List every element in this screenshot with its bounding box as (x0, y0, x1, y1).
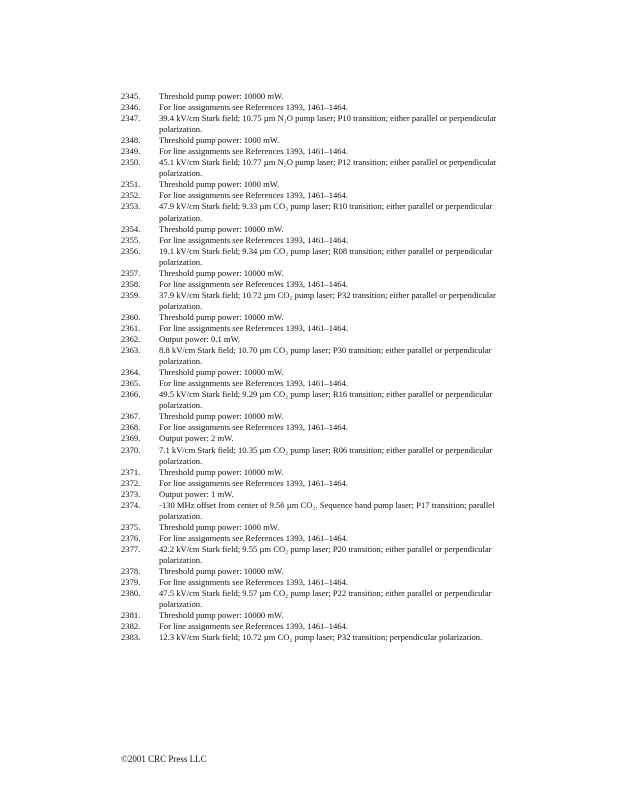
footnote-item (0, 279, 617, 290)
copyright-footer: ©2001 CRC Press LLC (121, 754, 207, 764)
footnote-item (0, 522, 617, 533)
footnote-text: Output power: 2 mW. (159, 433, 234, 444)
footnote-item (0, 345, 617, 367)
footnote-number: 2361. (121, 322, 141, 333)
footnote-text: Threshold pump power: 1000 mW. (159, 521, 280, 532)
footnote-text: Threshold pump power: 10000 mW. (159, 223, 284, 234)
footnote-number: 2352. (121, 190, 141, 201)
footnote-number: 2348. (121, 135, 141, 146)
footnote-item (0, 224, 617, 235)
footnote-item (0, 566, 617, 577)
footnote-number: 2366. (121, 389, 141, 400)
footnote-item (0, 367, 617, 378)
footnote-number: 2346. (121, 102, 141, 113)
footnote-number: 2368. (121, 422, 141, 433)
footnote-number: 2376. (121, 532, 141, 543)
footnote-item (0, 91, 617, 102)
footnote-number: 2365. (121, 378, 141, 389)
footnote-item (0, 146, 617, 157)
footnote-number: 2364. (121, 367, 141, 378)
footnote-text: For line assignments see References 1393, 1461–1464. (159, 621, 349, 632)
footnote-item (0, 135, 617, 146)
footnote-item (0, 422, 617, 433)
footnote-number: 2360. (121, 311, 141, 322)
footnote-item (0, 445, 617, 467)
footnote-number: 2377. (121, 543, 141, 554)
footnote-text: 42.2 kV/cm Stark field; 9.55 µm CO₂ pump laser; P20 transition; either parallel or perpendicular polarization. (159, 543, 492, 565)
footnote-number: 2345. (121, 91, 141, 101)
footnote-number: 2378. (121, 566, 141, 577)
footnote-number: 2354. (121, 223, 141, 234)
footnote-number: 2373. (121, 488, 141, 499)
footnote-text: 8.8 kV/cm Stark field; 10.70 µm CO₂ pump laser; P30 transition; either parallel or perpendicular polarization. (159, 345, 492, 367)
footnote-number: 2362. (121, 334, 141, 345)
footnote-text: -130 MHz offset from center of 9.56 µm CO₂. Sequence band pump laser; P17 transition; parallel polarization. (159, 499, 495, 521)
footnote-item (0, 500, 617, 522)
footnote-item (0, 190, 617, 201)
footnote-text: Threshold pump power: 10000 mW. (159, 267, 284, 278)
footnote-text: For line assignments see References 1393, 1461–1464. (159, 102, 349, 113)
footnote-item (0, 378, 617, 389)
footnote-item (0, 433, 617, 444)
footnote-number: 2372. (121, 477, 141, 488)
footnote-text: Threshold pump power: 10000 mW. (159, 466, 284, 477)
footnote-item (0, 632, 617, 643)
footnote-item (0, 268, 617, 279)
footnote-number: 2370. (121, 444, 141, 455)
footnote-text: Threshold pump power: 10000 mW. (159, 311, 284, 322)
footnote-text: Output power: 1 mW. (159, 488, 234, 499)
footnote-text: For line assignments see References 1393, 1461–1464. (159, 278, 349, 289)
footnote-item (0, 102, 617, 113)
footnote-item (0, 610, 617, 621)
footnote-text: Threshold pump power: 10000 mW. (159, 367, 284, 378)
footnote-text: For line assignments see References 1393, 1461–1464. (159, 532, 349, 543)
footnote-number: 2383. (121, 632, 141, 643)
footnote-item (0, 246, 617, 268)
footnote-number: 2350. (121, 157, 141, 168)
footnote-item (0, 290, 617, 312)
footnote-text: 19.1 kV/cm Stark field; 9.34 µm CO₂ pump laser; R08 transition; either parallel or perpendicular polarization. (159, 245, 493, 267)
footnote-number: 2349. (121, 146, 141, 157)
footnote-number: 2357. (121, 267, 141, 278)
footnote-text: For line assignments see References 1393, 1461–1464. (159, 190, 349, 201)
footnote-text: Threshold pump power: 10000 mW. (159, 91, 284, 101)
footnote-item (0, 235, 617, 246)
footnote-number: 2347. (121, 113, 141, 124)
footnote-list (0, 91, 617, 643)
footnote-number: 2355. (121, 234, 141, 245)
footnote-item (0, 411, 617, 422)
footnote-item (0, 334, 617, 345)
footnote-number: 2358. (121, 278, 141, 289)
footnote-item (0, 478, 617, 489)
footnote-text: 47.9 kV/cm Stark field; 9.33 µm CO₂ pump laser; R10 transition; either parallel or perpendicular polarization. (159, 201, 493, 223)
footnote-text: For line assignments see References 1393, 1461–1464. (159, 234, 349, 245)
footnote-number: 2371. (121, 466, 141, 477)
footnote-number: 2367. (121, 411, 141, 422)
footnote-text: For line assignments see References 1393, 1461–1464. (159, 477, 349, 488)
footnote-item (0, 323, 617, 334)
footnote-item (0, 533, 617, 544)
footnote-text: For line assignments see References 1393, 1461–1464. (159, 422, 349, 433)
footnote-text: 12.3 kV/cm Stark field; 10.72 µm CO₂ pump laser; P32 transition; perpendicular polarization. (159, 632, 483, 643)
footnote-number: 2356. (121, 245, 141, 256)
footnote-number: 2382. (121, 621, 141, 632)
footnote-item (0, 157, 617, 179)
footnote-item (0, 577, 617, 588)
footnote-item (0, 113, 617, 135)
footnote-text: Threshold pump power: 1000 mW. (159, 179, 280, 190)
footnote-item (0, 179, 617, 190)
footnote-text: Output power: 0.1 mW. (159, 334, 241, 345)
footnote-text: Threshold pump power: 10000 mW. (159, 566, 284, 577)
footnote-text: For line assignments see References 1393, 1461–1464. (159, 146, 349, 157)
footnote-number: 2359. (121, 289, 141, 300)
footnote-item (0, 588, 617, 610)
footnote-number: 2379. (121, 577, 141, 588)
footnote-number: 2353. (121, 201, 141, 212)
footnote-item (0, 312, 617, 323)
footnote-number: 2374. (121, 499, 141, 510)
footnote-number: 2380. (121, 588, 141, 599)
footnote-text: 47.5 kV/cm Stark field; 9.57 µm CO₂ pump laser; P22 transition; either parallel or perpendicular polarization. (159, 588, 492, 610)
footnote-text: For line assignments see References 1393, 1461–1464. (159, 577, 349, 588)
footnote-text: 7.1 kV/cm Stark field; 10.35 µm CO₂ pump laser; R06 transition; either parallel or perpendicular polarization. (159, 444, 493, 466)
footnote-text: 45.1 kV/cm Stark field; 10.77 µm N₂O pump laser; P12 transition; either parallel or perpendicular polarization. (159, 157, 497, 179)
footnote-text: 37.9 kV/cm Stark field; 10.72 µm CO₂ pump laser; P32 transition; either parallel or perpendicular polarization. (159, 289, 496, 311)
footnote-number: 2351. (121, 179, 141, 190)
footnote-text: Threshold pump power: 10000 mW. (159, 411, 284, 422)
footnote-item (0, 389, 617, 411)
footnote-item (0, 489, 617, 500)
footnote-number: 2375. (121, 521, 141, 532)
footnote-text: For line assignments see References 1393, 1461–1464. (159, 322, 349, 333)
footnote-text: Threshold pump power: 10000 mW. (159, 610, 284, 621)
footnote-text: 39.4 kV/cm Stark field; 10.75 µm N₂O pump laser; P10 transition; either parallel or perpendicular polarization. (159, 113, 497, 135)
footnote-number: 2381. (121, 610, 141, 621)
footnote-item (0, 467, 617, 478)
footnote-text: 49.5 kV/cm Stark field; 9.29 µm CO₂ pump laser; R16 transition; either parallel or perpendicular polarization. (159, 389, 493, 411)
footnote-item (0, 201, 617, 223)
footnote-item (0, 621, 617, 632)
footnote-number: 2363. (121, 345, 141, 356)
footnote-item (0, 544, 617, 566)
footnote-number: 2369. (121, 433, 141, 444)
footnote-text: For line assignments see References 1393, 1461–1464. (159, 378, 349, 389)
footnote-text: Threshold pump power: 1000 mW. (159, 135, 280, 146)
